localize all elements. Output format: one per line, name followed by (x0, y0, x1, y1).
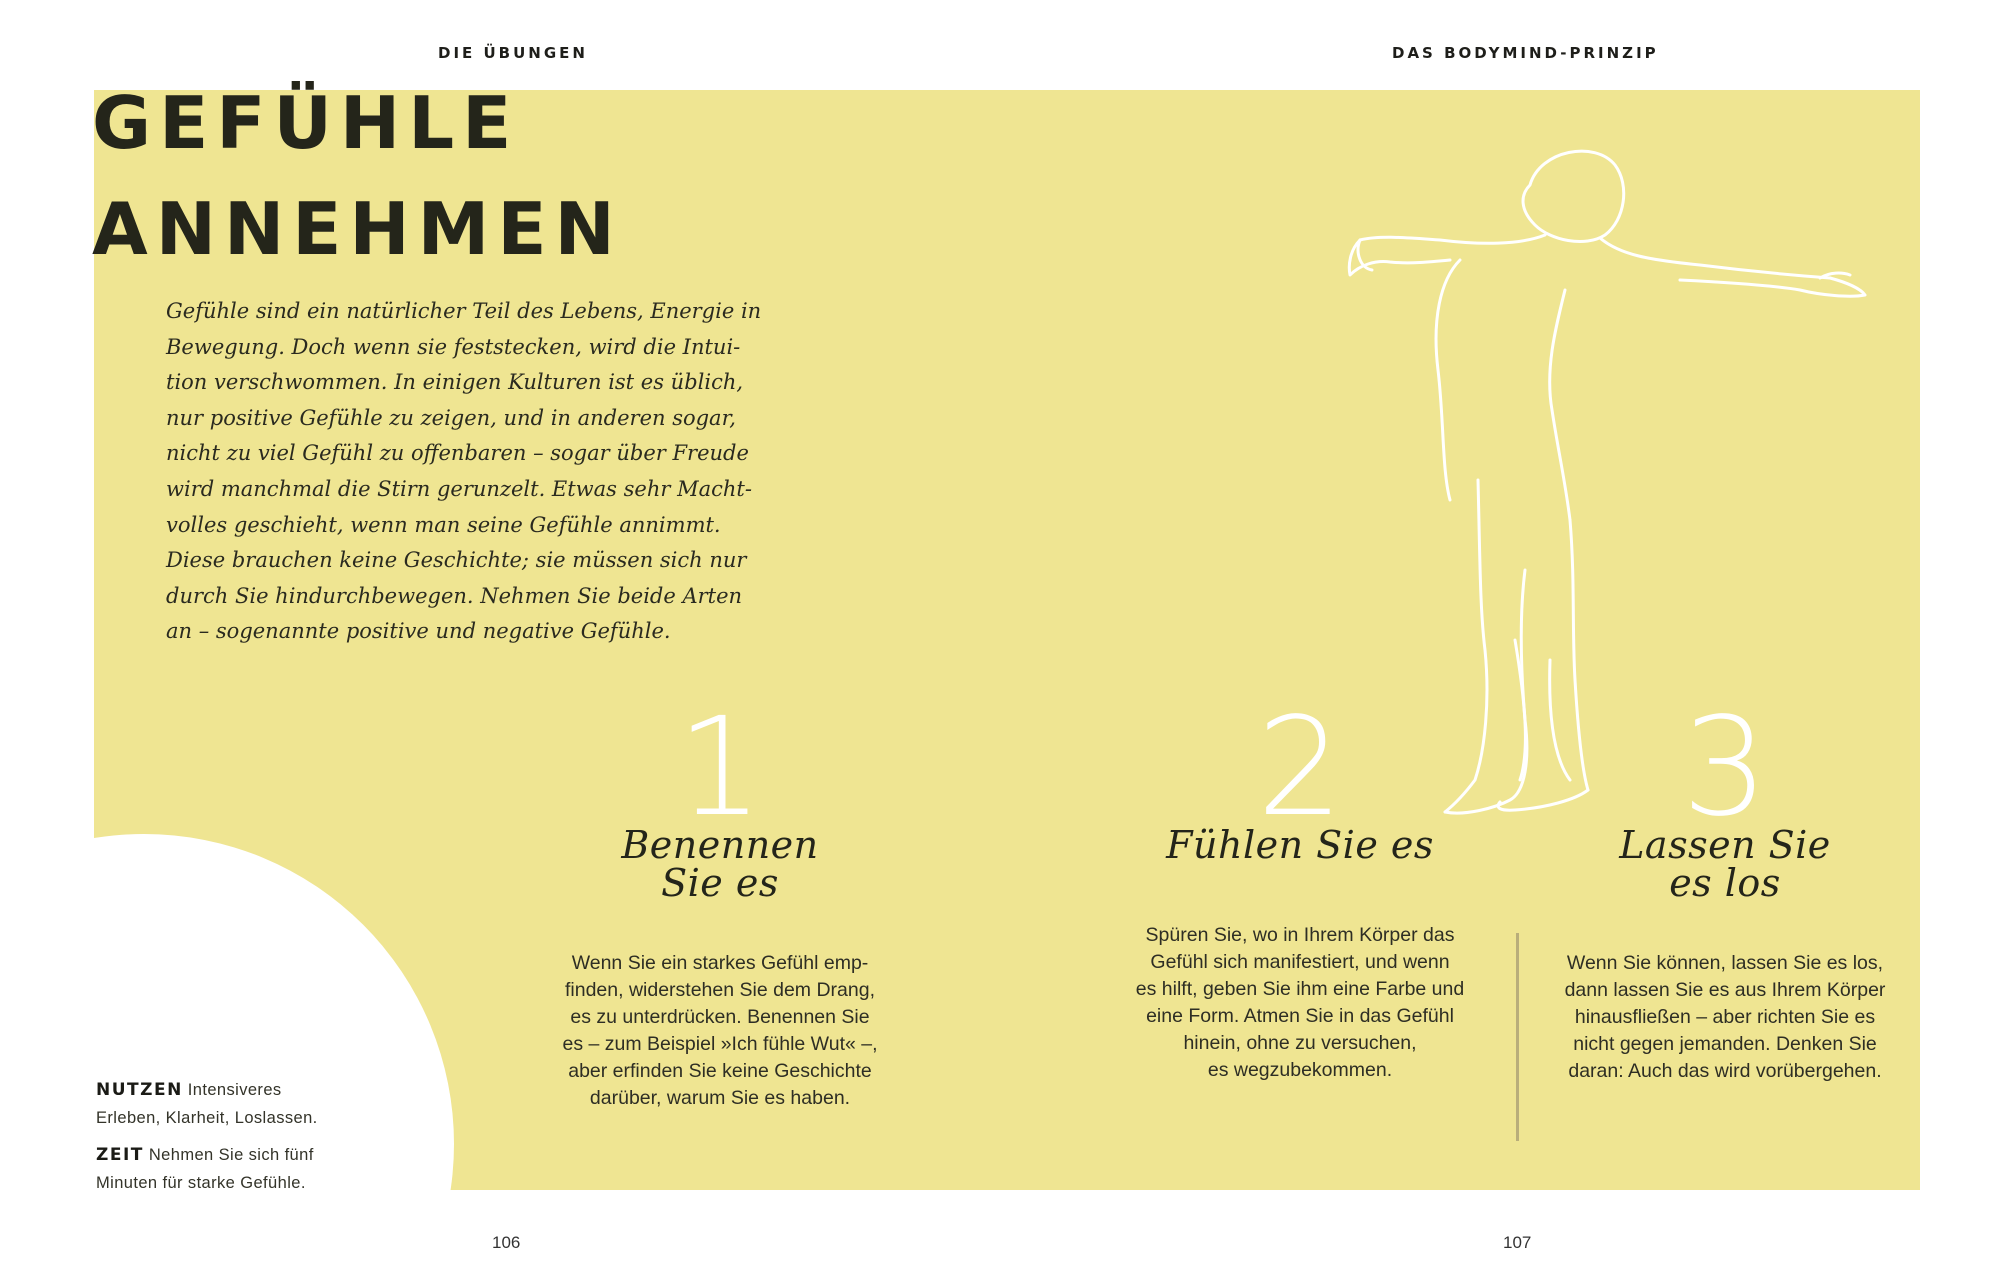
running-head-left: DIE ÜBUNGEN (438, 44, 588, 62)
time-text-1: Nehmen Sie sich fünf (148, 1146, 314, 1164)
intro-line: Diese brauchen keine Geschichte; sie müssen sich nur (166, 548, 747, 573)
intro-line: an – sogenannte positive und negative Gefühle. (166, 619, 671, 644)
benefit-text-2: Erleben, Klarheit, Loslassen. (96, 1109, 318, 1127)
step-number: 2 (1256, 689, 1344, 847)
title-line-2: ANNEHMEN (92, 187, 623, 271)
running-head-right: DAS BODYMIND-PRINZIP (1392, 44, 1659, 62)
step-body-line: hinein, ohne zu versuchen, (1183, 1032, 1417, 1054)
intro-line: Gefühle sind ein natürlicher Teil des Lebens, Energie in (166, 299, 762, 323)
time-text-2: Minuten für starke Gefühle. (96, 1174, 306, 1192)
step-body-line: es hilft, geben Sie ihm eine Farbe und (1135, 978, 1465, 1000)
step-body-line: es wegzubekommen. (1207, 1059, 1393, 1081)
step-title-line: Sie es (661, 861, 779, 905)
benefit-text-1: Intensiveres (187, 1081, 282, 1099)
step-body-line: eine Form. Atmen Sie in das Gefühl (1146, 1005, 1454, 1027)
step-body (1100, 922, 1500, 1084)
step-body-line: nicht gegen jemanden. Denken Sie (1573, 1033, 1877, 1055)
step-body-line: daran: Auch das wird vorübergehen. (1568, 1060, 1882, 1082)
intro-paragraph (166, 294, 762, 650)
step-title (1100, 823, 1500, 867)
page-number-left: 106 (492, 1233, 521, 1252)
step-body-line: dann lassen Sie es aus Ihrem Körper (1564, 979, 1886, 1001)
step-body-line: Spüren Sie, wo in Ihrem Körper das (1145, 924, 1455, 946)
intro-line: volles geschieht, wenn man seine Gefühle annimmt. (166, 512, 721, 537)
step-title-line: es los (1669, 861, 1781, 905)
step-title-line: Benennen (621, 823, 819, 867)
step-body-line: finden, widerstehen Sie dem Drang, (564, 979, 875, 1001)
step-number: 1 (676, 689, 764, 847)
intro-line: Bewegung. Doch wenn sie feststecken, wird die Intui- (166, 334, 741, 359)
intro-line: durch Sie hindurchbewegen. Nehmen Sie beide Arten (166, 583, 743, 608)
step-title (520, 823, 920, 905)
step-body-line: darüber, warum Sie es haben. (589, 1087, 851, 1109)
step-title (1525, 823, 1925, 905)
step-body-line: es – zum Beispiel »Ich fühle Wut« –, (562, 1033, 878, 1055)
step-body-line: aber erfinden Sie keine Geschichte (568, 1060, 872, 1082)
intro-line: wird manchmal die Stirn gerunzelt. Etwas sehr Macht- (166, 476, 752, 501)
page-number-right: 107 (1503, 1233, 1532, 1252)
step-body-line: es zu unterdrücken. Benennen Sie (570, 1006, 870, 1028)
step-number: 3 (1681, 689, 1769, 847)
intro-line: nur positive Gefühle zu zeigen, und in anderen sogar, (166, 405, 736, 430)
time-info (96, 1141, 386, 1197)
benefit-label: NUTZEN (96, 1080, 183, 1100)
title-line-1: GEFÜHLE (92, 81, 520, 165)
step-body (520, 950, 920, 1112)
step-body-line: hinausfließen – aber richten Sie es (1574, 1006, 1876, 1028)
step-title-line: Lassen Sie (1619, 823, 1831, 867)
page-title (92, 70, 623, 282)
step-body (1525, 950, 1925, 1085)
benefit-info (96, 1076, 386, 1132)
intro-line: nicht zu viel Gefühl zu offenbaren – sogar über Freude (166, 441, 749, 466)
intro-line: tion verschwommen. In einigen Kulturen ist es üblich, (166, 370, 744, 395)
step-body-line: Wenn Sie können, lassen Sie es los, (1566, 952, 1884, 974)
step-body-line: Wenn Sie ein starkes Gefühl emp- (571, 952, 869, 974)
column-divider (1516, 933, 1519, 1141)
time-label: ZEIT (96, 1145, 144, 1165)
step-title-line: Fühlen Sie es (1166, 823, 1434, 867)
white-circle-shape (94, 834, 454, 1190)
step-body-line: Gefühl sich manifestiert, und wenn (1150, 951, 1450, 973)
